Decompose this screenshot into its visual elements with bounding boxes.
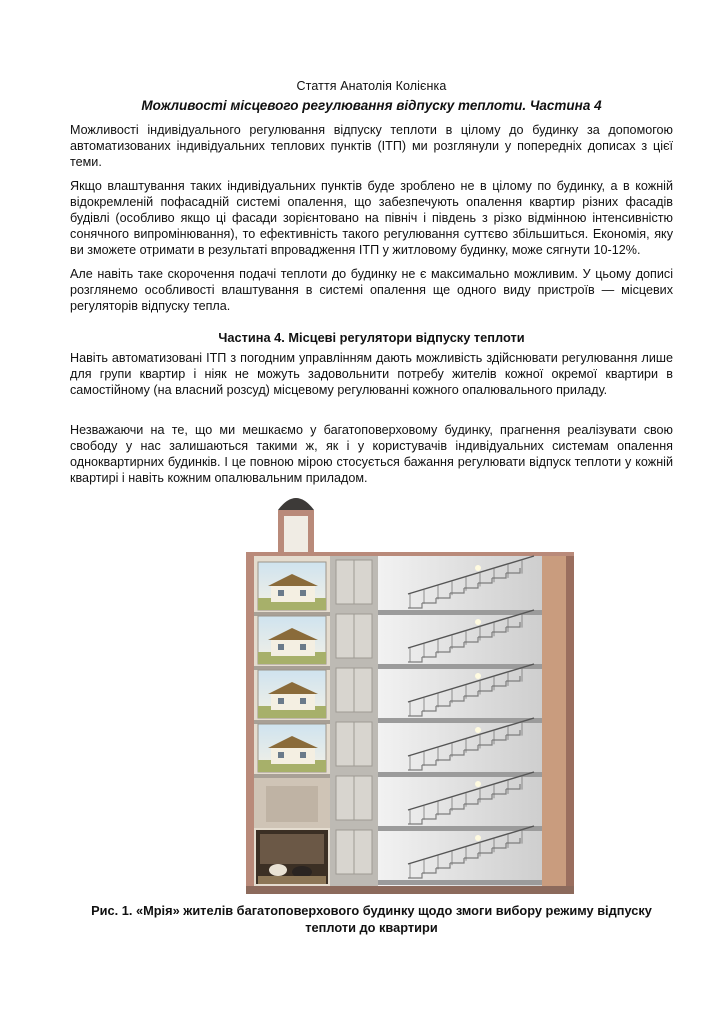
paragraph-freedom: Незважаючи на те, що ми мешкаємо у багатоповерховому будинку, прагнення реалізувати свою свободу у нас залишаються такими ж, як і у користувачів індивідуальних системам опалення одноквартирних будинків. І це повною мірою стосується бажання регулювати відпуск теплоти у кожній квартирі і навіть кожним опалювальним приладом. xyxy=(70,423,673,485)
village-house-picture xyxy=(254,616,330,670)
building-cutaway-illustration xyxy=(238,490,588,896)
village-house-picture xyxy=(254,562,330,616)
figure-caption: Рис. 1. «Мрія» жителів багатоповерхового будинку щодо змоги вибору режиму відпуску теплоти до квартири xyxy=(91,903,652,935)
article-title: Можливості місцевого регулювання відпуску теплоти. Частина 4 xyxy=(141,98,602,113)
paragraph-local-regulators: Але навіть таке скорочення подачі теплоти до будинку не є максимально можливим. У цьому дописі розглянемо особливості влаштування в системі опалення ще одного виду пристроїв — місцевих регуляторів відпуску тепла. xyxy=(70,267,673,313)
paragraph-facade-systems: Якщо влаштування таких індивідуальних пунктів буде зроблено не в цілому по будинку, а в кожній відокремленій пофасадній системі опалення, що забезпечують опалення квартир різних фасадів будівлі (особливо якщо ці фасади зорієнтовано на північ і південь з різко відмінною інтенсивністю сонячного випромінювання), то ефективність такого регулювання суттєво збільшиться. Економія, яку ви зможете отримати в результаті впровадження ІТП у житловому будинку, може сягнути 10-12%. xyxy=(70,179,673,257)
section-heading: Частина 4. Місцеві регулятори відпуску теплоти xyxy=(218,330,525,345)
paragraph-intro: Можливості індивідуального регулювання відпуску теплоти в цілому до будинку за допомогою автоматизованих індивідуальних теплових пунктів (ІТП) ми розглянули у попередніх дописах з цієї теми. xyxy=(70,123,673,169)
article-byline: Стаття Анатолія Колієнка xyxy=(296,79,447,93)
village-house-picture xyxy=(254,670,330,724)
village-house-picture xyxy=(254,724,330,778)
paragraph-itp-limits: Навіть автоматизовані ІТП з погодним управлінням дають можливість здійснювати регулювання лише для групи квартир і ніяк не можуть задовольнити потребу жителів кожної окремої квартири в самостійному (на власний розсуд) місцевому регулюванні кожного опалювального приладу. xyxy=(70,351,673,397)
